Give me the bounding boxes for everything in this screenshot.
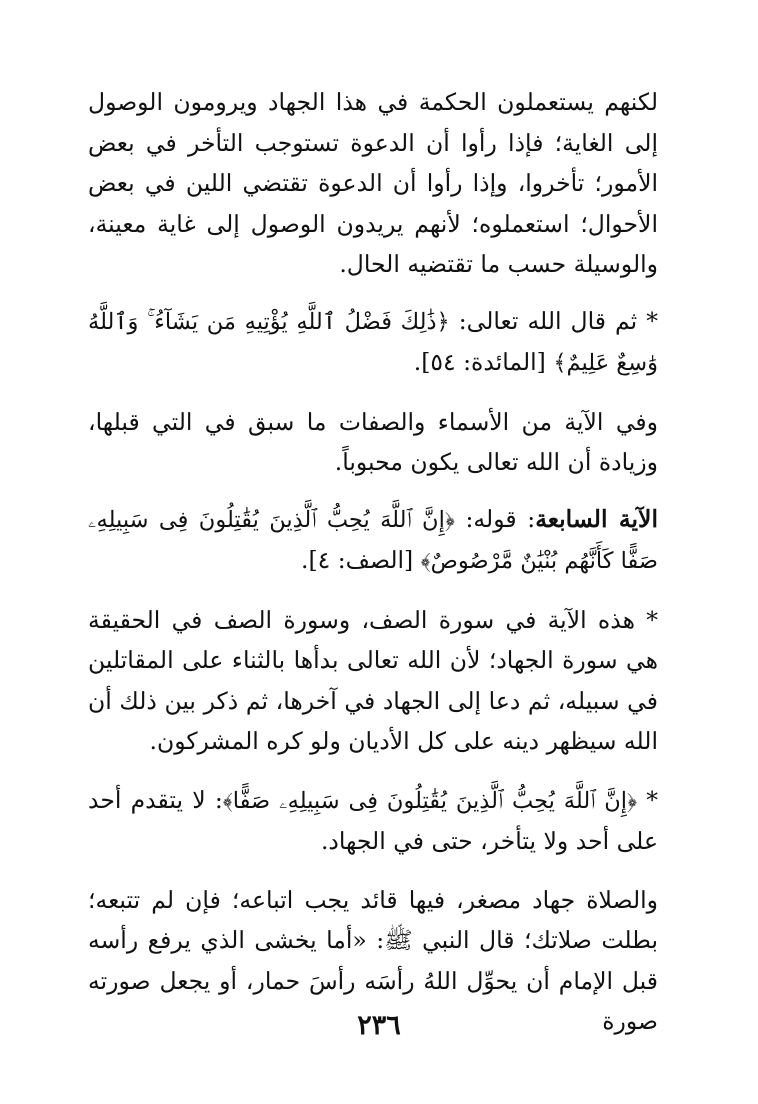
section-heading: الآية السابعة (535, 504, 658, 533)
verse-intro: * ثم قال الله تعالى: (449, 306, 658, 335)
quran-verse: ﴿ذَٰلِكَ فَضْلُ ٱللَّهِ يُؤْتِيهِ مَن يَشَآءُ ۚ وَٱللَّهُ وَٰسِعٌ عَلِيمٌ﴾ (88, 308, 658, 376)
paragraph-seventh-verse (88, 499, 658, 582)
paragraph-surah-saff: * هذه الآية في سورة الصف، وسورة الصف في الحقيقة هي سورة الجهاد؛ لأن الله تعالى بدأها بالثناء على المقاتلين في سبيله، ثم دعا إلى الجهاد في آخرها، ثم ذكر بين ذلك أن الله سيظهر دينه على كل الأديان ولو كره المشركون. (88, 605, 658, 755)
page-number: ٢٣٦ (357, 1010, 401, 1041)
verse-reference: [المائدة: ٥٤]. (413, 348, 554, 376)
paragraph-names-attributes: وفي الآية من الأسماء والصفات ما سبق في التي قبلها، وزيادة أن الله تعالى يكون محبوباً. (88, 407, 658, 476)
quran-verse: ﴿إِنَّ ٱللَّهَ يُحِبُّ ٱلَّذِينَ يُقَٰتِلُونَ فِى سَبِيلِهِۦ صَفًّا كَأَنَّهُم بُنْيَٰنٌ مَّرْصُوصٌ﴾ (88, 506, 658, 574)
paragraph-wisdom: لكنهم يستعملون الحكمة في هذا الجهاد ويرومون الوصول إلى الغاية؛ فإذا رأوا أن الدعوة تستوجب التأخر في بعض الأمور؛ تأخروا، وإذا رأوا أن الدعوة تقتضي اللين في بعض الأحوال؛ استعملوه؛ لأنهم يريدون الوصول إلى غاية معينة، والوسيلة حسب ما تقتضيه الحال. (88, 88, 658, 278)
explanation-text: : لا يتقدم أحد على أحد ولا يتأخر، حتى في الجهاد. (88, 785, 658, 855)
paragraph-verse-maidah (88, 301, 658, 384)
verse-reference: [الصف: ٤]. (301, 546, 421, 574)
paragraph-prayer: والصلاة جهاد مصغر، فيها قائد يجب اتباعه؛ فإن لم تتبعه؛ بطلت صلاتك؛ قال النبي ﷺ: «أما يخشى الذي يرفع رأسه قبل الإمام أن يحوِّل اللهُ رأسَه رأسَ حمار، أو يجعل صورته صورة (88, 885, 658, 1035)
verse-intro: : قوله: (454, 504, 536, 533)
bullet-marker: * (637, 785, 658, 814)
quran-verse: ﴿إِنَّ ٱللَّهَ يُحِبُّ ٱلَّذِينَ يُقَٰتِلُونَ فِى سَبِيلِهِۦ صَفًّا﴾ (222, 787, 637, 814)
paragraph-rows-explanation (88, 780, 658, 862)
